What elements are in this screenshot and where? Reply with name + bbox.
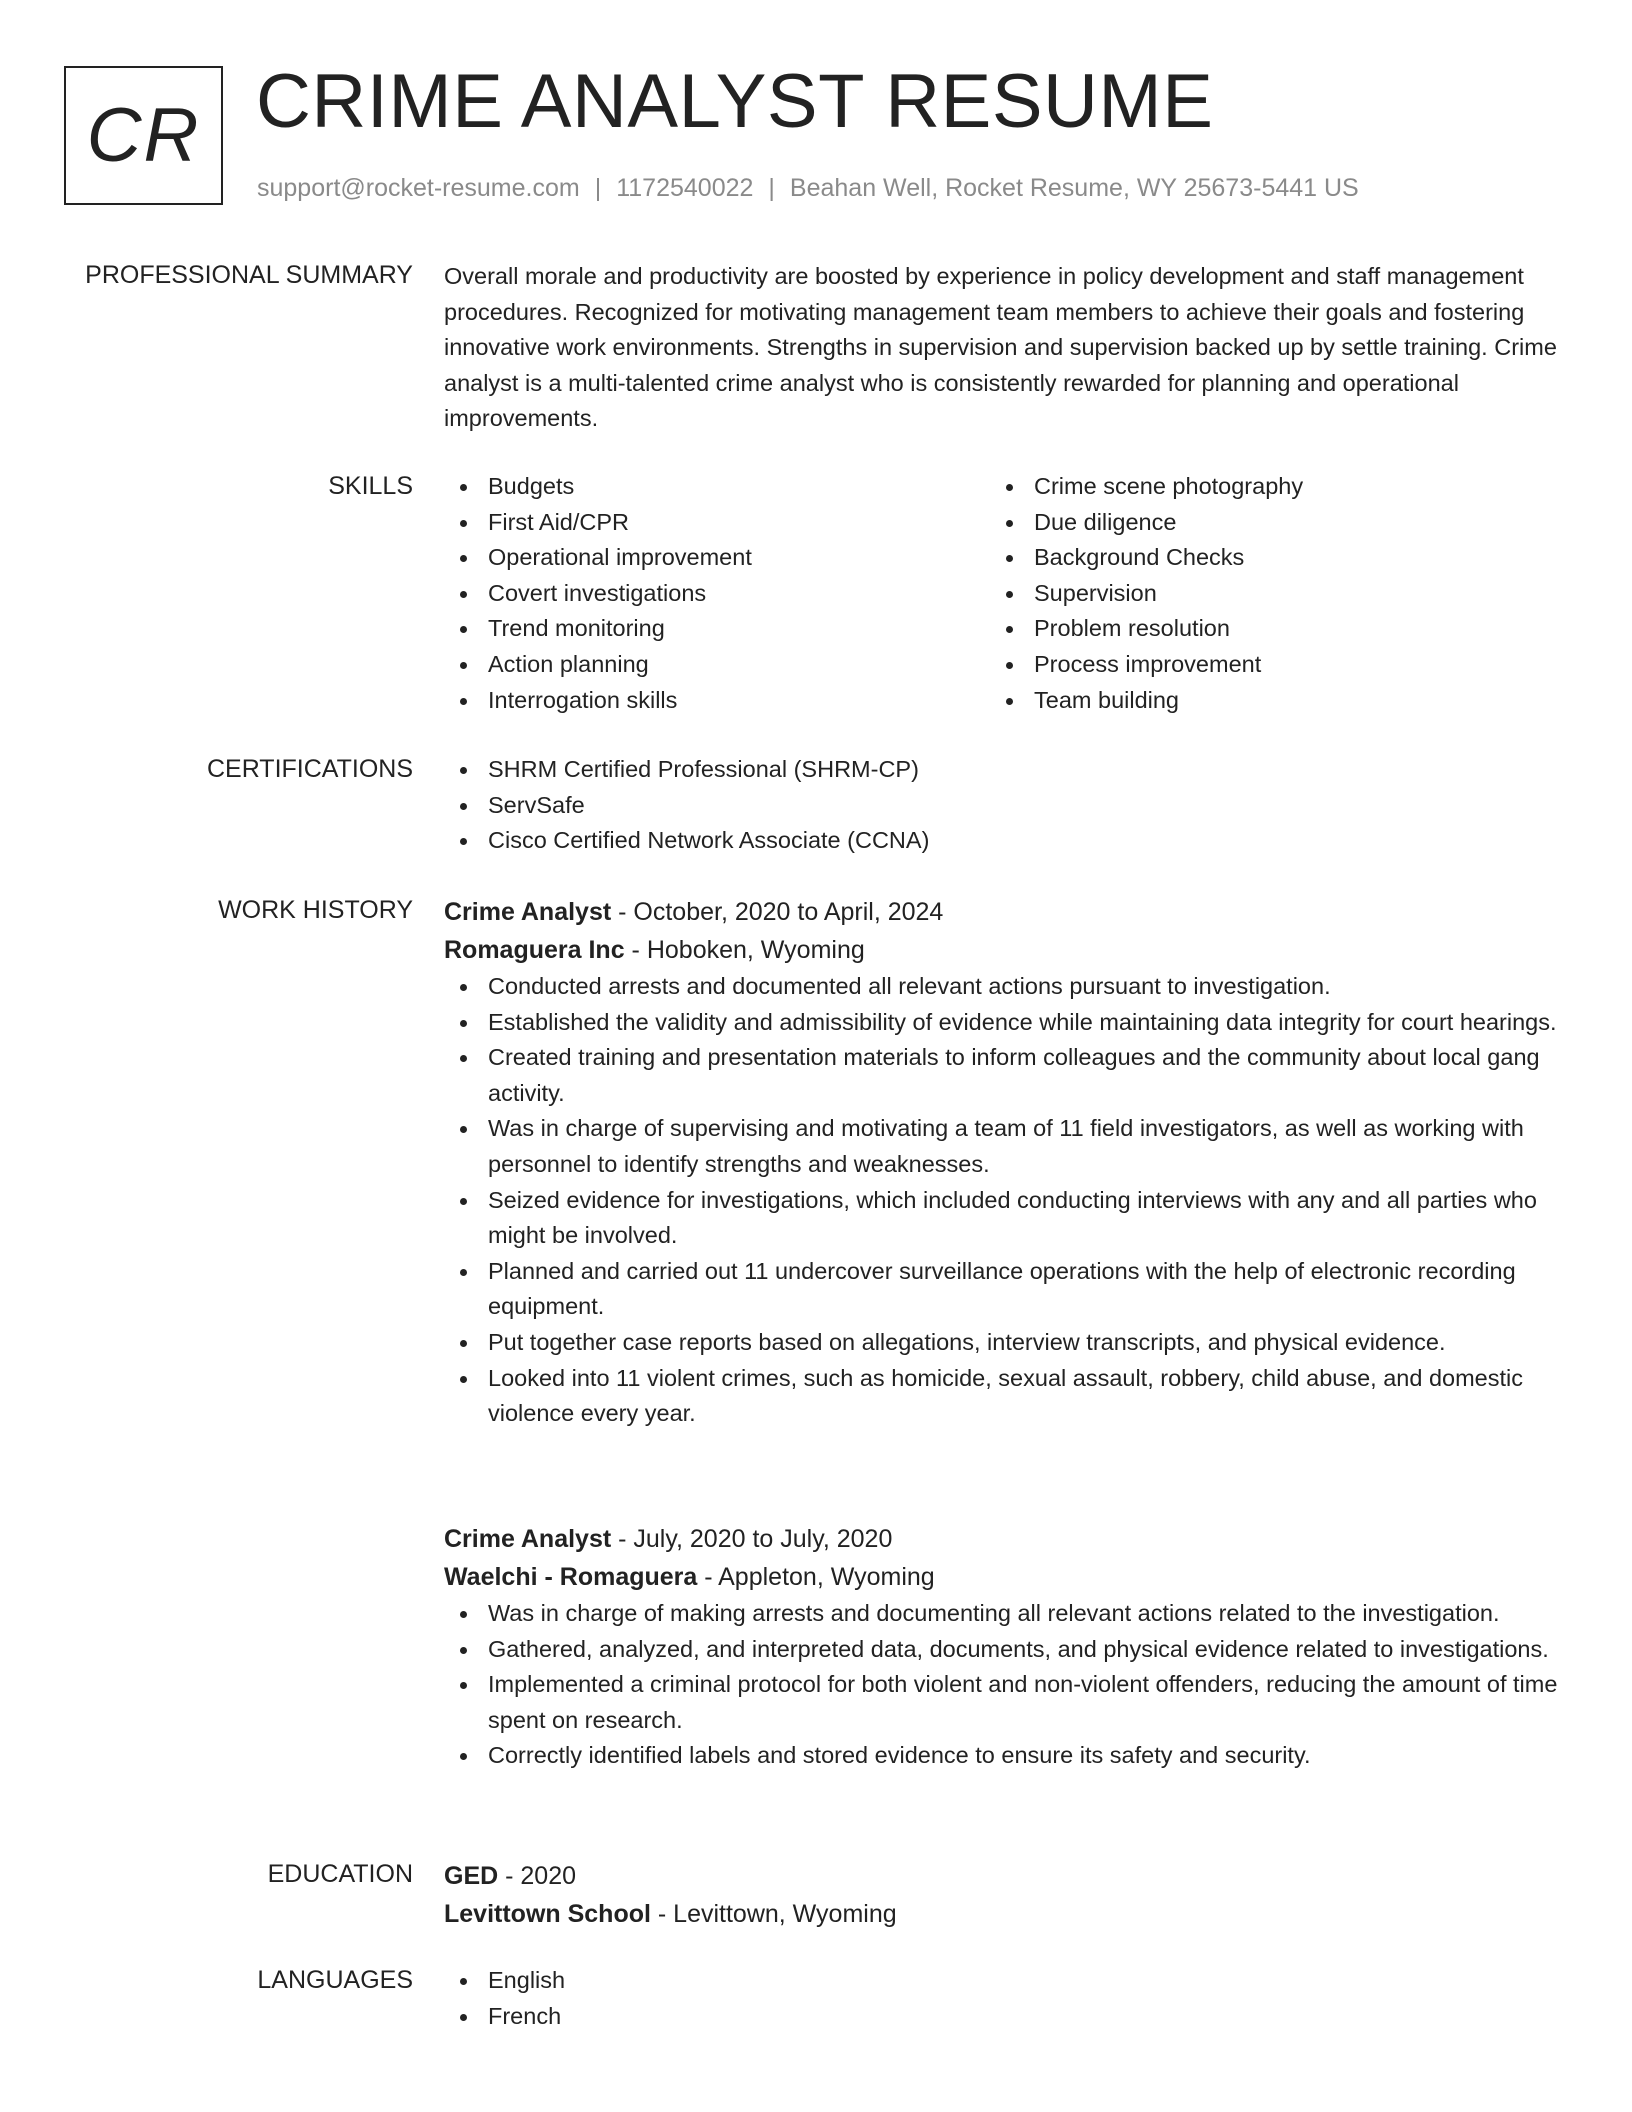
list-item: First Aid/CPR	[444, 505, 990, 541]
list-item: Gathered, analyzed, and interpreted data, documents, and physical evidence related to investigations.	[444, 1632, 1564, 1668]
contact-separator: |	[594, 174, 602, 202]
list-item: French	[444, 1999, 1564, 2035]
job-title-line	[444, 1520, 1564, 1558]
list-item: Background Checks	[990, 540, 1536, 576]
education-content	[444, 1857, 1564, 1933]
list-item: Put together case reports based on allegations, interview transcripts, and physical evidence.	[444, 1325, 1564, 1361]
page-title: CRIME ANALYST RESUME	[256, 59, 1214, 144]
job-location: - Appleton, Wyoming	[697, 1563, 935, 1591]
list-item: SHRM Certified Professional (SHRM-CP)	[444, 752, 1564, 788]
section-label-skills: SKILLS	[328, 472, 413, 500]
list-item: Implemented a criminal protocol for both violent and non-violent offenders, reducing the amount of time spent on research.	[444, 1667, 1564, 1738]
job-entry	[444, 1520, 1564, 1774]
skills-list-right	[990, 469, 1536, 718]
list-item: Planned and carried out 11 undercover surveillance operations with the help of electronic recording equipment.	[444, 1254, 1564, 1325]
list-item: Problem resolution	[990, 611, 1536, 647]
job-dates: - October, 2020 to April, 2024	[611, 898, 944, 926]
monogram-box	[64, 66, 223, 205]
list-item: Cisco Certified Network Associate (CCNA)	[444, 823, 1564, 859]
list-item: Trend monitoring	[444, 611, 990, 647]
list-item: Was in charge of supervising and motivating a team of 11 field investigators, as well as working with personnel to identify strengths and weaknesses.	[444, 1111, 1564, 1182]
section-label-languages: LANGUAGES	[257, 1966, 413, 1994]
job-title-line	[444, 893, 1564, 931]
contact-email: support@rocket-resume.com	[257, 174, 580, 202]
list-item: Due diligence	[990, 505, 1536, 541]
job-duties-list	[444, 969, 1564, 1432]
education-school: Levittown School	[444, 1900, 651, 1928]
contact-line	[257, 173, 1359, 203]
list-item: Operational improvement	[444, 540, 990, 576]
list-item: Process improvement	[990, 647, 1536, 683]
job-title: Crime Analyst	[444, 898, 612, 926]
skills-list-left	[444, 469, 990, 718]
job-company-line	[444, 1558, 1564, 1596]
education-school-line	[444, 1895, 1564, 1933]
contact-phone: 1172540022	[616, 174, 754, 202]
job-company: Romaguera Inc	[444, 936, 625, 964]
education-location: - Levittown, Wyoming	[650, 1900, 897, 1928]
list-item: English	[444, 1963, 1564, 1999]
section-label-certifications: CERTIFICATIONS	[206, 755, 413, 783]
job-dates: - July, 2020 to July, 2020	[611, 1525, 893, 1553]
list-item: Established the validity and admissibility of evidence while maintaining data integrity for court hearings.	[444, 1005, 1564, 1041]
certifications-content	[444, 752, 1564, 859]
education-degree: GED	[444, 1862, 499, 1890]
contact-address: Beahan Well, Rocket Resume, WY 25673-5441 US	[789, 174, 1359, 202]
work-history-content-continued	[444, 1520, 1564, 1774]
languages-content	[444, 1963, 1564, 2034]
job-entry	[444, 893, 1564, 1432]
list-item: Interrogation skills	[444, 683, 990, 719]
languages-list	[444, 1963, 1564, 2034]
list-item: Action planning	[444, 647, 990, 683]
job-location: - Hoboken, Wyoming	[624, 936, 865, 964]
section-label-work-history: WORK HISTORY	[218, 896, 413, 924]
list-item: Correctly identified labels and stored evidence to ensure its safety and security.	[444, 1738, 1564, 1774]
list-item: Looked into 11 violent crimes, such as homicide, sexual assault, robbery, child abuse, and domestic violence every year.	[444, 1361, 1564, 1432]
list-item: Created training and presentation materials to inform colleagues and the community about local gang activity.	[444, 1040, 1564, 1111]
list-item: Team building	[990, 683, 1536, 719]
list-item: Supervision	[990, 576, 1536, 612]
list-item: Covert investigations	[444, 576, 990, 612]
list-item: Budgets	[444, 469, 990, 505]
job-company-line	[444, 931, 1564, 969]
job-duties-list	[444, 1596, 1564, 1774]
summary-content	[444, 259, 1564, 437]
education-year: - 2020	[498, 1862, 577, 1890]
list-item: Was in charge of making arrests and documenting all relevant actions related to the investigation.	[444, 1596, 1564, 1632]
work-history-content	[444, 893, 1564, 1432]
contact-separator: |	[768, 174, 775, 202]
list-item: Crime scene photography	[990, 469, 1536, 505]
job-title: Crime Analyst	[444, 1525, 612, 1553]
list-item: Seized evidence for investigations, which included conducting interviews with any and all parties who might be involved.	[444, 1183, 1564, 1254]
skills-columns	[444, 469, 1564, 718]
section-label-education: EDUCATION	[267, 1860, 413, 1888]
education-degree-line	[444, 1857, 1564, 1895]
job-company: Waelchi - Romaguera	[444, 1563, 698, 1591]
certifications-list	[444, 752, 1564, 859]
monogram-initials: CR	[86, 93, 201, 178]
list-item: Conducted arrests and documented all relevant actions pursuant to investigation.	[444, 969, 1564, 1005]
summary-text: Overall morale and productivity are boosted by experience in policy development and staff management procedures. Recognized for motivating management team members to achieve their goals and fostering innovative work environments. Strengths in supervision and supervision backed up by settle training. Crime analyst is a multi-talented crime analyst who is consistently rewarded for planning and operational improvements.	[444, 263, 1557, 432]
list-item: ServSafe	[444, 788, 1564, 824]
section-label-summary: PROFESSIONAL SUMMARY	[85, 261, 413, 289]
